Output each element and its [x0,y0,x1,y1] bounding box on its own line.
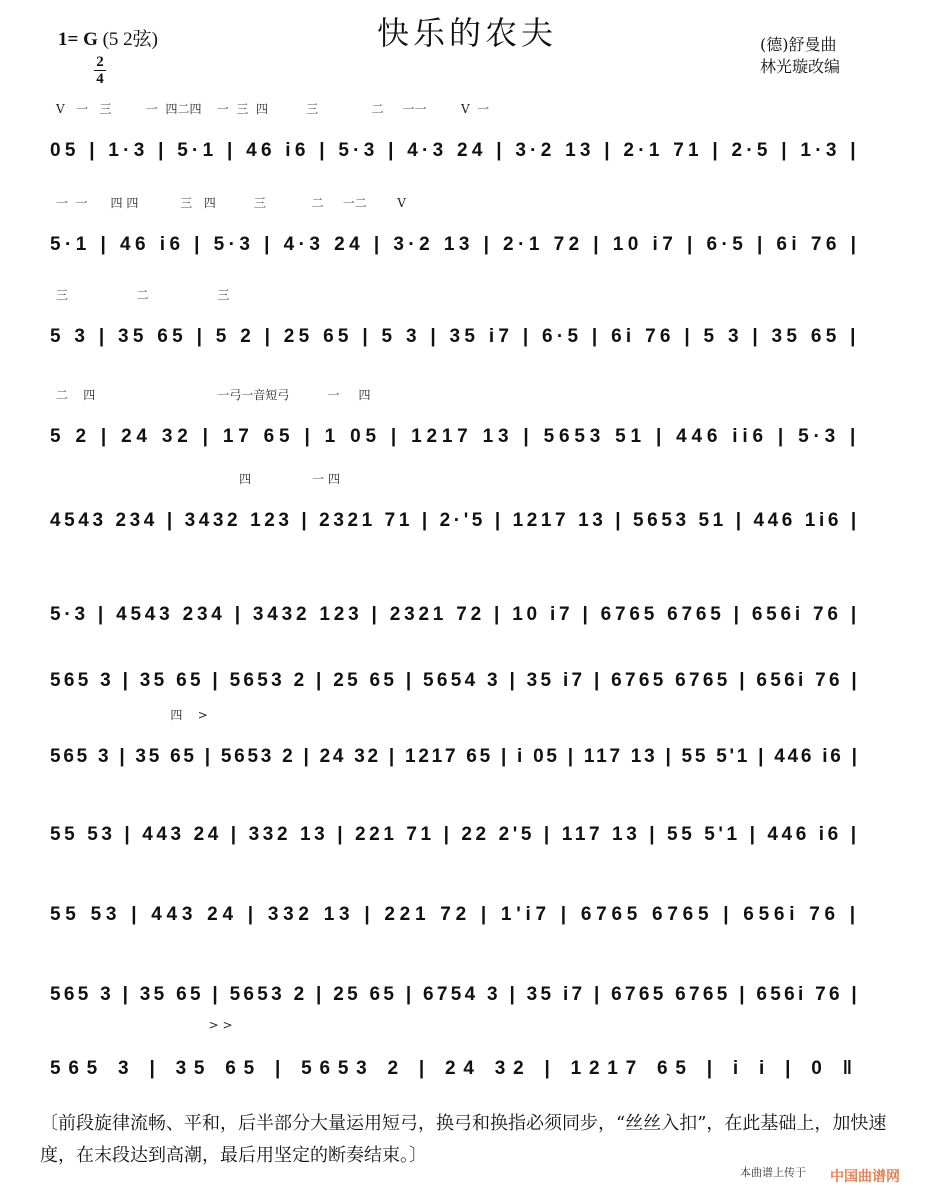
notation-line: 55 53 | 443 24 | 332 13 | 221 71 | 22 2'5 | 117 13 | 55 5'1 | 446 i6 | [50,824,860,845]
fingering-marks: 四 > [56,708,208,722]
time-top: 2 [96,54,104,70]
notation-line: 565 3 | 35 65 | 5653 2 | 24 32 | 1217 65 | i i | 0 ‖ [50,1058,860,1079]
page-title: 快乐的农夫 [376,14,557,52]
notation-line: 5 2 | 24 32 | 17 65 | 1 05 | 1217 13 | 5653 51 | 446 ii6 | 5·3 | [50,426,861,447]
arranger: 林光璇改编 [760,57,841,76]
notation-line: 565 3 | 35 65 | 5653 2 | 25 65 | 5654 3 | 35 i7 | 6765 6765 | 656i 76 | [50,670,861,691]
fingering-marks: 一 一 四 四 三 四 三 二 一二 V [56,196,406,210]
score-system [0,780,934,870]
score-system [0,466,934,556]
notation-line: 4543 234 | 3432 123 | 2321 71 | 2·'5 | 1217 13 | 5653 51 | 446 1i6 | [50,510,860,531]
fingering-marks: > > [56,1018,233,1032]
composer: (德)舒曼曲 [760,35,837,54]
score-system [0,96,934,186]
notation-line: 565 3 | 35 65 | 5653 2 | 25 65 | 6754 3 | 35 i7 | 6765 6765 | 656i 76 | [50,984,861,1005]
fingering-marks: 二 四 一弓一音短弓 一 四 [56,388,371,402]
fingering-marks: 三 二 三 [56,288,230,302]
time-bottom: 4 [96,71,104,87]
score-system [0,190,934,280]
notation-line: 565 3 | 35 65 | 5653 2 | 24 32 | 1217 65 | i 05 | 117 13 | 55 5'1 | 446 i6 | [50,746,860,767]
score-system [0,282,934,372]
time-signature [94,54,106,87]
notation-line: 5·1 | 46 i6 | 5·3 | 4·3 24 | 3·2 13 | 2·1 72 | 10 i7 | 6·5 | 6i 76 | [50,234,861,255]
score-system [0,382,934,472]
notation-line: 5·3 | 4543 234 | 3432 123 | 2321 72 | 10 i7 | 6765 6765 | 656i 76 | [50,604,860,625]
notation-line: 55 53 | 443 24 | 332 13 | 221 72 | 1'i7 | 6765 6765 | 656i 76 | [50,904,860,925]
score-system [0,1014,934,1104]
upload-credit: 本曲谱上传于 [740,1167,806,1179]
string-tuning: (5 2弦) [102,29,159,50]
score-system [0,702,934,792]
performance-note: 〔前段旋律流畅、平和，后半部分大量运用短弓，换弓和换指必须同步，“丝丝入扣”，在此基础上，加快速度，在末段达到高潮，最后用坚定的断奏结束。〕 [40,1113,887,1166]
score-system [0,860,934,950]
key-signature [58,24,158,51]
key-label: 1= G [58,29,98,50]
fingering-marks: V 一 三 一 四二四 一 三 四 三 二 一一 V 一 [56,102,490,116]
site-watermark: 中国曲谱网 [830,1168,900,1184]
fingering-marks: 四 一 四 [56,472,340,486]
credits [760,34,840,78]
notation-line: 5 3 | 35 65 | 5 2 | 25 65 | 5 3 | 35 i7 | 6·5 | 6i 76 | 5 3 | 35 65 | [50,326,860,347]
notation-line: 05 | 1·3 | 5·1 | 46 i6 | 5·3 | 4·3 24 | 3·2 13 | 2·1 71 | 2·5 | 1·3 | [50,140,860,161]
